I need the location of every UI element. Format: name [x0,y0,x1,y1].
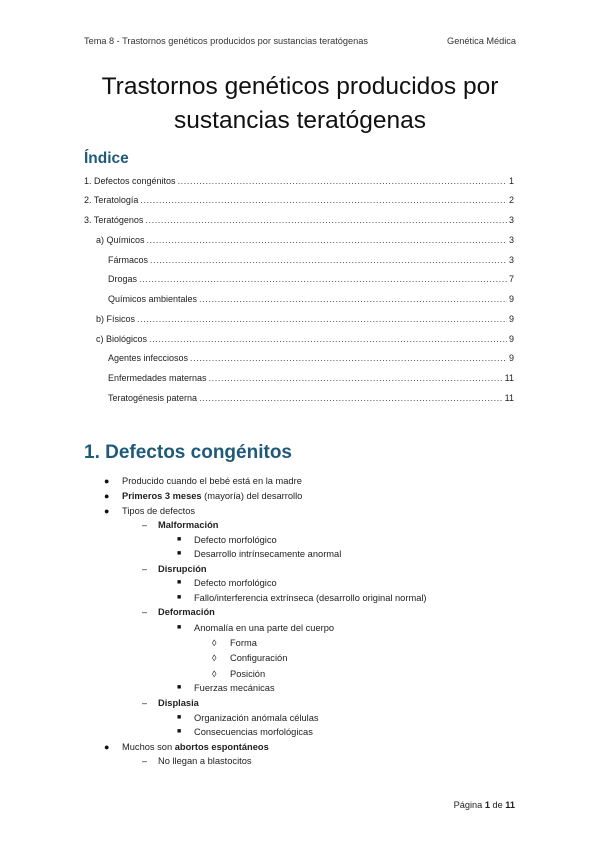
bullet-dot-icon: ● [104,742,110,752]
toc-entry-label: Agentes infecciosos [108,353,189,363]
list-item: Malformación [158,520,219,530]
bullet-dash-icon: – [142,520,148,530]
toc-entry-label: 2. Teratología [84,195,139,205]
list-item: Consecuencias morfológicas [194,727,313,737]
bullet-dot-icon: ● [104,506,110,516]
bullet-square-icon: ■ [177,550,182,557]
toc-entry-label: b) Físicos [96,314,136,324]
toc-dot-leader [139,272,507,286]
toc-entry-page: 9 [508,314,514,324]
list-item: Defecto morfológico [194,535,277,545]
emphasis: Primeros 3 meses [122,491,202,501]
total-pages: 11 [505,800,515,810]
toc-entry-page: 9 [508,294,514,304]
toc-entry[interactable] [84,272,514,286]
toc-entry-page: 9 [508,334,514,344]
toc-entry-label: Fármacos [108,255,149,265]
toc-entry-label: 3. Teratógenos [84,215,144,225]
bullet-diamond-icon: ◊ [212,653,217,663]
list-item: Deformación [158,607,215,617]
toc-entry-label: 1. Defectos congénitos [84,176,176,186]
toc-dot-leader [209,371,503,385]
toc-entry-label: Teratogénesis paterna [108,393,198,403]
list-item: Disrupción [158,564,207,574]
list-item: Desarrollo intrínsecamente anormal [194,549,342,559]
toc-dot-leader [140,193,507,207]
toc-entry[interactable] [84,193,514,207]
bullet-dot-icon: ● [104,491,110,501]
toc-dot-leader [149,332,507,346]
list-item: Fuerzas mecánicas [194,683,275,693]
toc-dot-leader [150,253,507,267]
toc-entry[interactable] [84,371,514,385]
toc-dot-leader [178,174,507,188]
list-item: Displasia [158,698,199,708]
bullet-square-icon: ■ [177,624,182,631]
list-item: Tipos de defectos [122,506,196,516]
list-item: Organización anómala células [194,713,319,723]
bullet-dash-icon: – [142,564,148,574]
document-title [60,70,540,138]
toc-entry[interactable] [84,332,514,346]
toc-entry-page: 9 [508,353,514,363]
toc-entry[interactable] [84,391,514,405]
list-item [122,740,269,754]
toc-entry-page: 3 [508,235,514,245]
bullet-square-icon: ■ [177,579,182,586]
toc-entry-label: Drogas [108,274,138,284]
bullet-square-icon: ■ [177,714,182,721]
toc-dot-leader [147,233,507,247]
bullet-square-icon: ■ [177,536,182,543]
bullet-dash-icon: – [142,756,148,766]
toc-entry-page: 3 [508,215,514,225]
toc-entry[interactable] [84,233,514,247]
list-item: Anomalía en una parte del cuerpo [194,623,335,633]
bullet-square-icon: ■ [177,594,182,601]
title-line-2: sustancias teratógenas [174,107,426,134]
toc-entry[interactable] [84,292,514,306]
list-item: Forma [230,638,257,648]
toc-entry-label: a) Químicos [96,235,145,245]
bullet-square-icon: ■ [177,728,182,735]
list-item: Posición [230,669,266,679]
emphasis: abortos espontáneos [174,742,269,752]
page-footer [454,800,515,810]
footer-label: Página [453,800,485,810]
title-line-1: Trastornos genéticos producidos por [101,73,499,100]
toc-entry-page: 11 [504,373,514,383]
list-item: Configuración [230,653,288,663]
toc-dot-leader [199,292,507,306]
toc-entry[interactable] [84,174,514,188]
toc-entry[interactable] [84,351,514,365]
toc-dot-leader [137,312,507,326]
footer-separator: de [489,800,506,810]
current-page-number: 1 [484,800,490,810]
list-item [122,489,302,503]
toc-entry-page: 1 [508,176,514,186]
bullet-square-icon: ■ [177,684,182,691]
header-subject: Genética Médica [447,36,516,46]
list-item-text: (mayoría) del desarrollo [201,491,303,501]
list-item-text: Muchos son [122,742,175,752]
toc-entry-page: 3 [508,255,514,265]
header-topic: Tema 8 - Trastornos genéticos producidos por sustancias teratógenas [84,36,368,46]
toc-entry-label: c) Biológicos [96,334,148,344]
bullet-dash-icon: – [142,698,148,708]
list-item: Defecto morfológico [194,578,277,588]
toc-heading: Índice [84,150,129,167]
bullet-diamond-icon: ◊ [212,669,217,679]
list-item: Fallo/interferencia extrínseca (desarrollo original normal) [194,593,427,603]
list-item: Producido cuando el bebé está en la madre [122,476,302,486]
toc-dot-leader [145,213,507,227]
section-heading: 1. Defectos congénitos [84,442,292,463]
bullet-dash-icon: – [142,607,148,617]
toc-entry[interactable] [84,253,514,267]
bullet-dot-icon: ● [104,476,110,486]
bullet-diamond-icon: ◊ [212,638,217,648]
toc-dot-leader [199,391,503,405]
list-item: No llegan a blastocitos [158,756,252,766]
toc-entry[interactable] [84,312,514,326]
toc-entry[interactable] [84,213,514,227]
toc-entry-label: Enfermedades maternas [108,373,207,383]
toc-entry-page: 7 [508,274,514,284]
toc-entry-page: 11 [504,393,514,403]
toc-dot-leader [190,351,507,365]
toc-entry-label: Químicos ambientales [108,294,198,304]
toc-entry-page: 2 [508,195,514,205]
